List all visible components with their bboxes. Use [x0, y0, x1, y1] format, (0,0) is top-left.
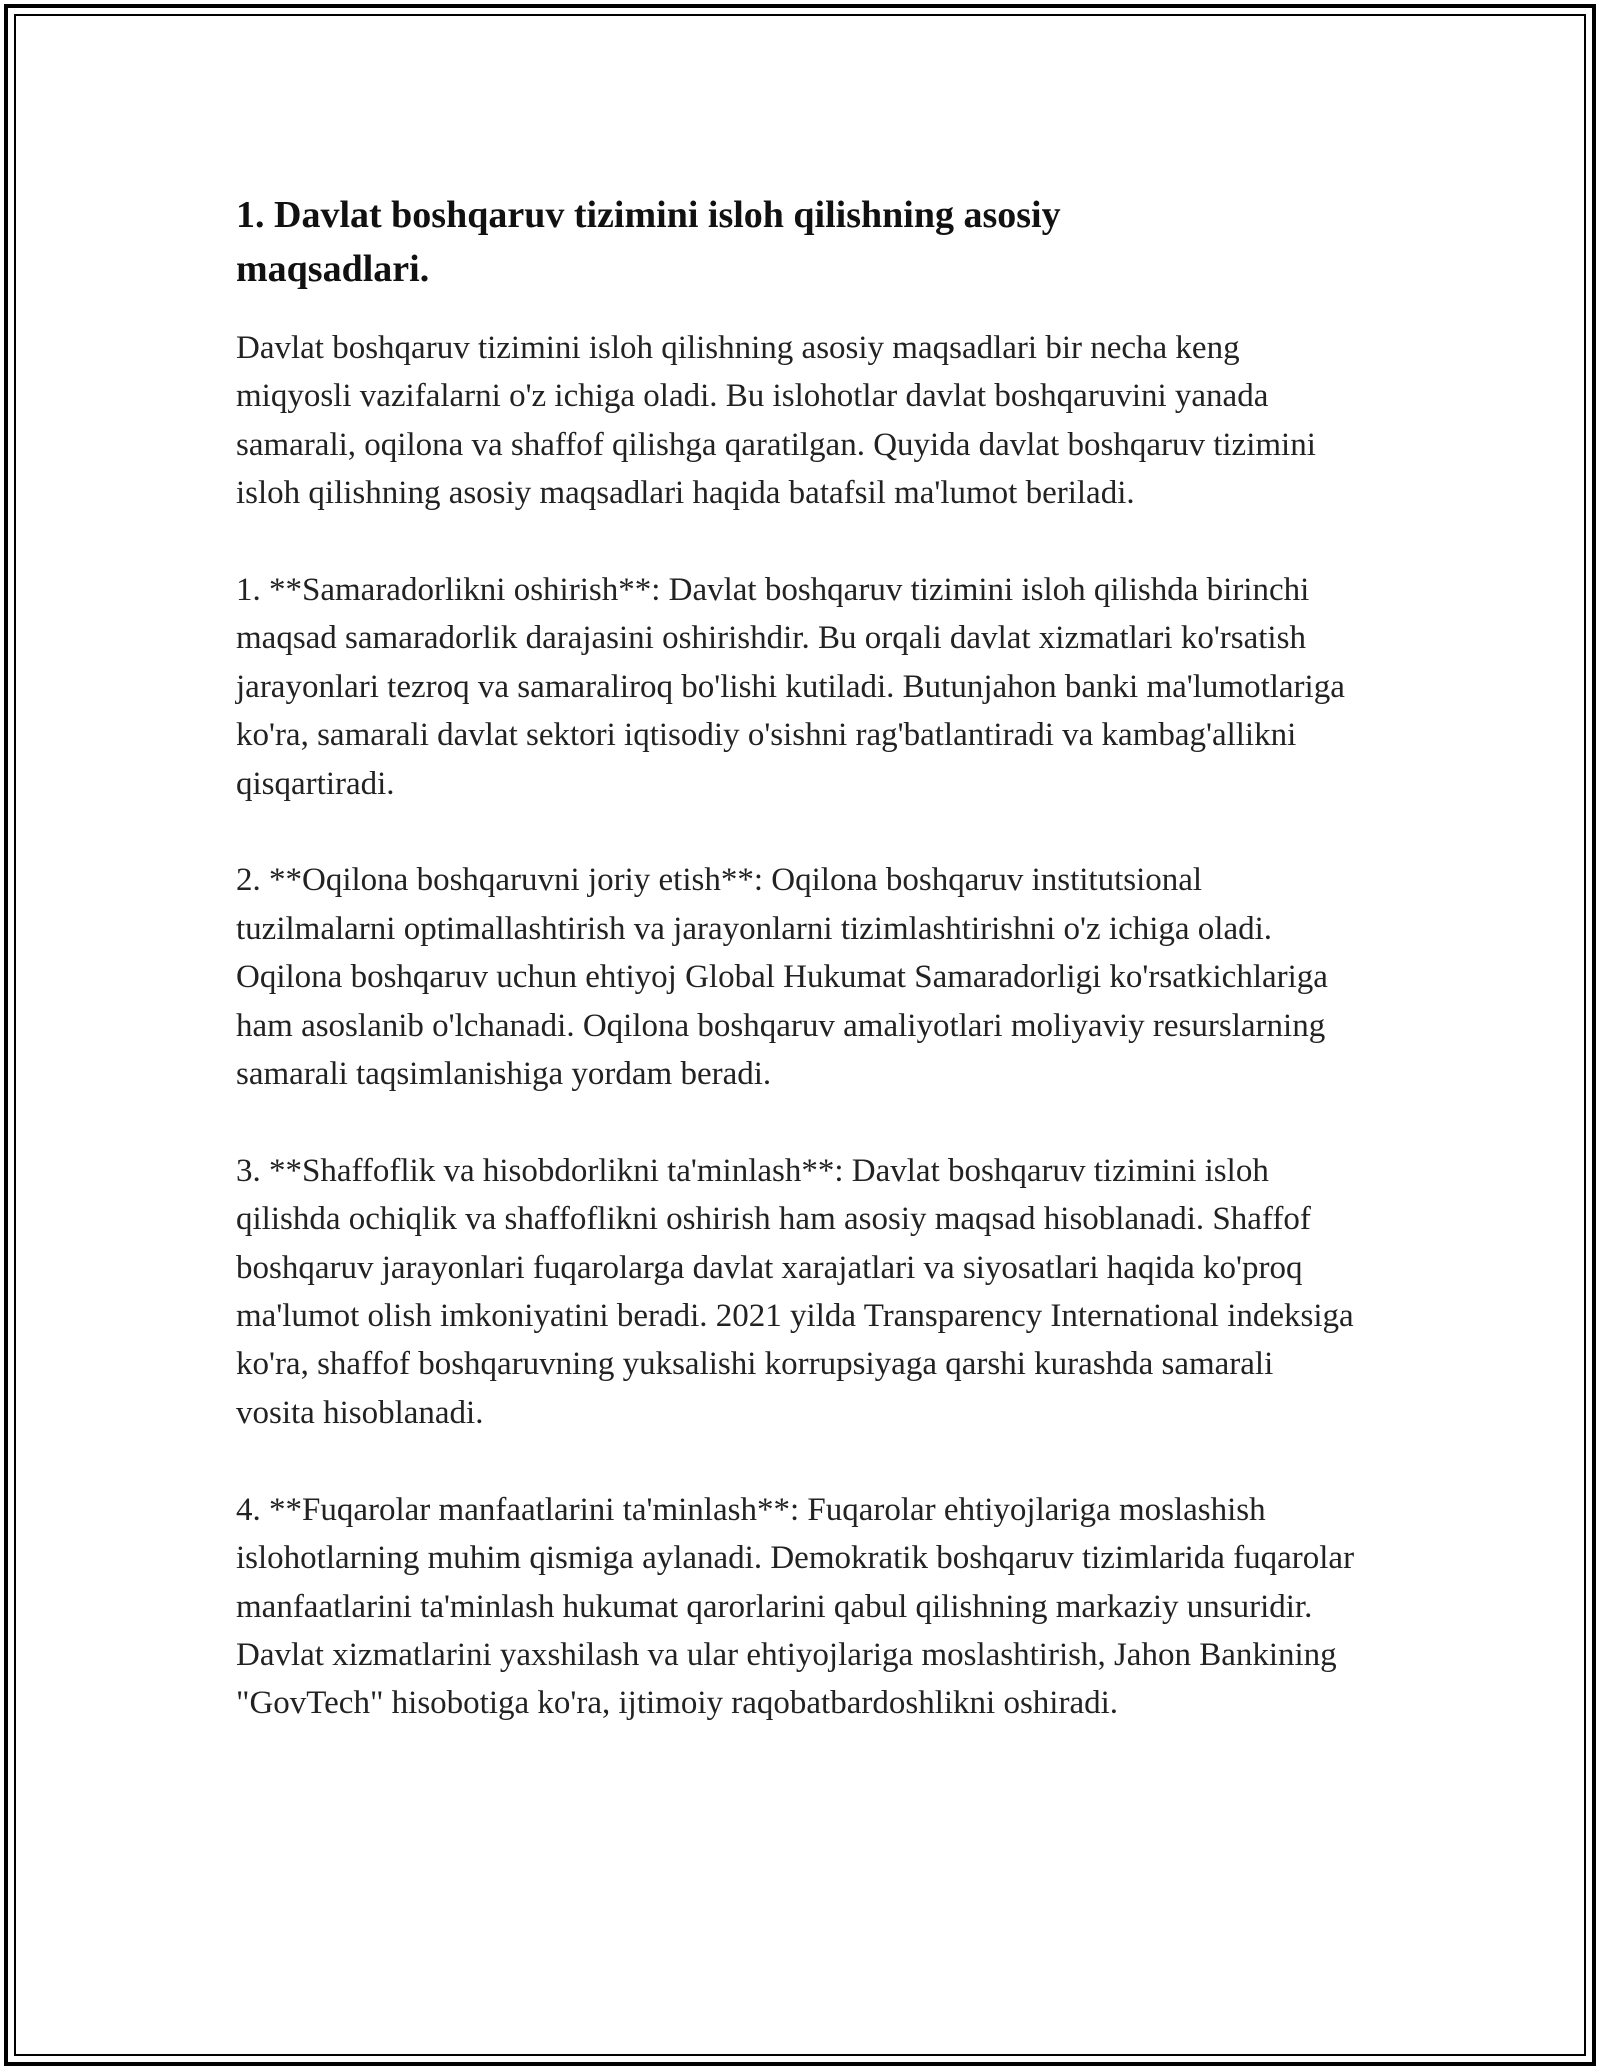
document-title: 1. Davlat boshqaruv tizimini isloh qilishning asosiy maqsadlari.: [236, 194, 1061, 290]
list-item-transparency: 3. **Shaffoflik va hisobdorlikni ta'minlash**: Davlat boshqaruv tizimini isloh qilishda ochiqlik va shaffoflikni oshirish ham asosiy maqsad hisoblanadi. Shaffof boshqaruv jarayonlari fuqarolarga davlat xarajatlari va siyosatlari haqida ko'proq ma'lumot olish imkoniyatini beradi. 2021 yilda Transparency International indeksiga ko'ra, shaffof boshqaruvning yuksalishi korrupsiyaga qarshi kurashda samarali vosita hisoblanadi.: [236, 1152, 1354, 1431]
intro-paragraph: Davlat boshqaruv tizimini isloh qilishning asosiy maqsadlari bir necha keng miqyosli vazifalarni o'z ichiga oladi. Bu islohotlar davlat boshqaruvini yanada samarali, oqilona va shaffof qilishga qaratilgan. Quyida davlat boshqaruv tizimini isloh qilishning asosiy maqsadlari haqida batafsil ma'lumot beriladi.: [236, 330, 1316, 512]
list-item-citizen-interests: 4. **Fuqarolar manfaatlarini ta'minlash**: Fuqarolar ehtiyojlariga moslashish islohotlarning muhim qismiga aylanadi. Demokratik boshqaruv tizimlarida fuqarolar manfaatlarini ta'minlash hukumat qarorlarini qabul qilishning markaziy unsuridir. Davlat xizmatlarini yaxshilash va ular ehtiyojlariga moslashtirish, Jahon Bankining "GovTech" hisobotiga ko'ra, ijtimoiy raqobatbardoshlikni oshiradi.: [236, 1491, 1355, 1722]
list-item-rational-governance: 2. **Oqilona boshqaruvni joriy etish**: Oqilona boshqaruv institutsional tuzilmalarni optimallashtirish va jarayonlarni tizimlashtirishni o'z ichiga oladi. Oqilona boshqaruv uchun ehtiyoj Global Hukumat Samaradorligi ko'rsatkichlariga ham asoslanib o'lchanadi. Oqilona boshqaruv amaliyotlari moliyaviy resurslarning samarali taqsimlanishiga yordam beradi.: [236, 862, 1328, 1093]
document-body: [236, 188, 1356, 1776]
list-item-efficiency: 1. **Samaradorlikni oshirish**: Davlat boshqaruv tizimini isloh qilishda birinchi maqsad samaradorlik darajasini oshirishdir. Bu orqali davlat xizmatlari ko'rsatish jarayonlari tezroq va samaraliroq bo'lishi kutiladi. Butunjahon banki ma'lumotlariga ko'ra, samarali davlat sektori iqtisodiy o'sishni rag'batlantiradi va kambag'allikni qisqartiradi.: [236, 572, 1345, 802]
